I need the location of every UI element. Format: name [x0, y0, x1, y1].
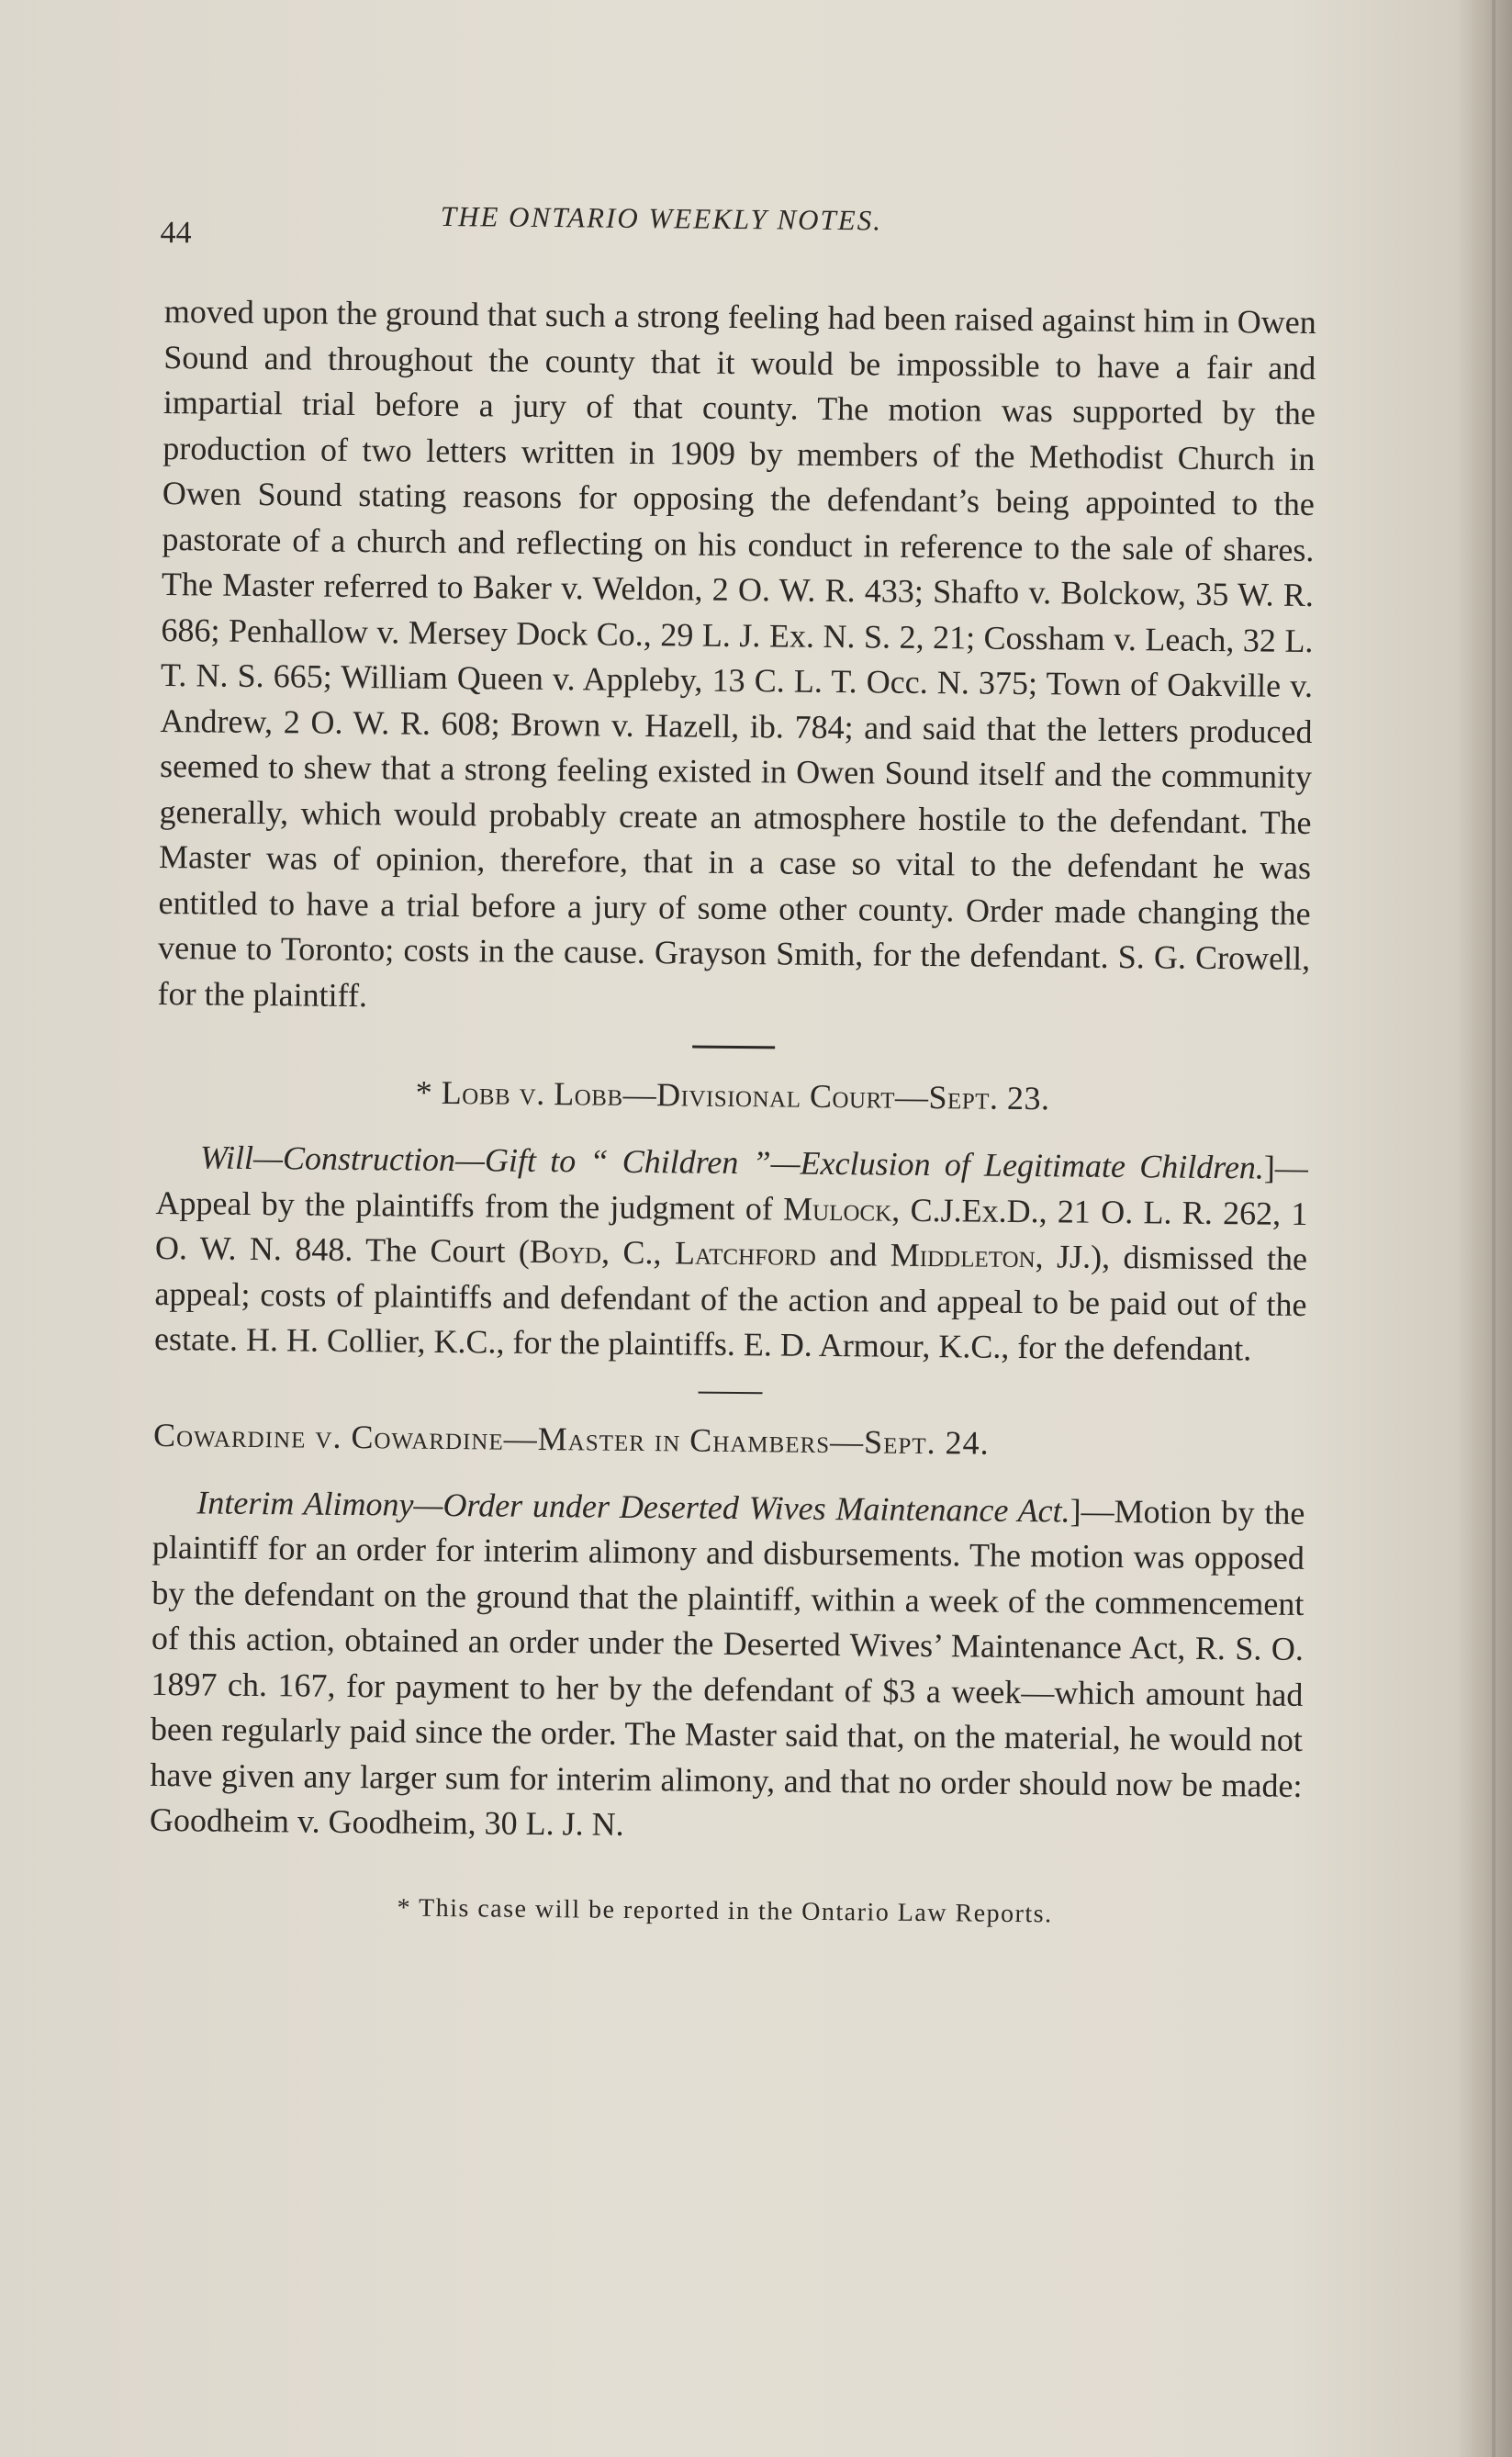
case-text-lobb-2: , C.J.Ex.D., 21 O. L. R. 262, 1 O. W. N. 848. The Court ( — [154, 1191, 1308, 1270]
running-head — [160, 197, 1317, 264]
catchline-cowardine: Interim Alimony—Order under Deserted Wives Maintenance Act. — [196, 1483, 1070, 1530]
page-gutter-shadow — [1457, 0, 1512, 2457]
case-text-lobb-4: and — [815, 1235, 890, 1273]
page-content — [149, 197, 1317, 1957]
binding-edge — [1492, 0, 1495, 2457]
case-text-lobb-1: ]—Appeal by the plaintiffs from the judgment of — [155, 1149, 1309, 1228]
case-text-lobb-5: , JJ.), dismissed the appeal; costs of plaintiffs and defendant of the action and appeal to be paid out of the estate. H. H. Collier, K.C., for the plaintiffs. E. D. Armour, K.C., for the defendant. — [153, 1238, 1308, 1368]
case-heading-cowardine: Cowardine v. Cowardine—Master in Chambers—Sept. 24. — [152, 1416, 990, 1462]
case-text-cowardine: ]—Motion by the plaintiff for an order for interim alimony and disbursements. The motion was opposed by the defendant on the ground that the plaintiff, within a week of the commencement of this action, obtained an order under the Deserted Wives’ Maintenance Act, R. S. O. 1897 ch. 167, for payment to her by the defendant of $3 a week—which amount had been regularly paid since the order. The Master said that, on the material, he would not have given any larger sum for interim alimony, and that no order should now be made: Goodheim v. Goodheim, 30 L. J. N. — [149, 1492, 1305, 1843]
journal-title: THE ONTARIO WEEKLY NOTES. — [440, 199, 883, 237]
catchline-lobb: Will—Construction—Gift to “ Children ”—Exclusion of Legitimate Children. — [199, 1139, 1265, 1186]
case-body-cowardine — [150, 1479, 1305, 1854]
judge-name: Boyd — [529, 1232, 602, 1271]
section-divider — [698, 1391, 762, 1394]
case-body-lobb — [154, 1135, 1308, 1374]
continued-paragraph: moved upon the ground that such a strong feeling had been raised against him in Owen Sound and throughout the county that it would be impossible to have a fair and impartial trial before a jury of that county. The motion was supported by the production of two letters written in 1909 by members of the Methodist Church in Owen Sound stating reasons for opposing the defendant’s being appointed to the pastorate of a church and reflecting on his conduct in reference to the sale of shares. The Master referred to Baker v. Weldon, 2 O. W. R. 433; Shafto v. Bolckow, 35 W. R. 686; Penhallow v. Mersey Dock Co., 29 L. J. Ex. N. S. 2, 21; Cossham v. Leach, 32 L. T. N. S. 665; William Queen v. Appleby, 13 C. L. T. Occ. N. 375; Town of Oakville v. Andrew, 2 O. W. R. 608; Brown v. Hazell, ib. 784; and said that the letters produced seemed to shew that a strong feeling existed in Owen Sound itself and the community generally, which would probably create an atmosphere hostile to the defendant. The Master was of opinion, therefore, that in a case so vital to the defendant he was entitled to have a trial before a jury of some other county. Order made changing the venue to Toronto; costs in the cause. Grayson Smith, for the defendant. S. G. Crowell, for the plaintiff. — [157, 292, 1316, 1014]
judge-name: Middleton — [890, 1236, 1036, 1275]
judge-name: Latchford — [674, 1234, 817, 1273]
page-number: 44 — [160, 215, 192, 251]
section-divider — [692, 1046, 775, 1049]
judge-name: Mulock — [782, 1190, 892, 1228]
case-heading-lobb: * Lobb v. Lobb—Divisional Court—Sept. 23. — [415, 1073, 1050, 1117]
case-text-lobb-3: , C., — [600, 1233, 676, 1272]
footnote: * This case will be reported in the Ontario Law Reports. — [397, 1893, 1053, 1928]
